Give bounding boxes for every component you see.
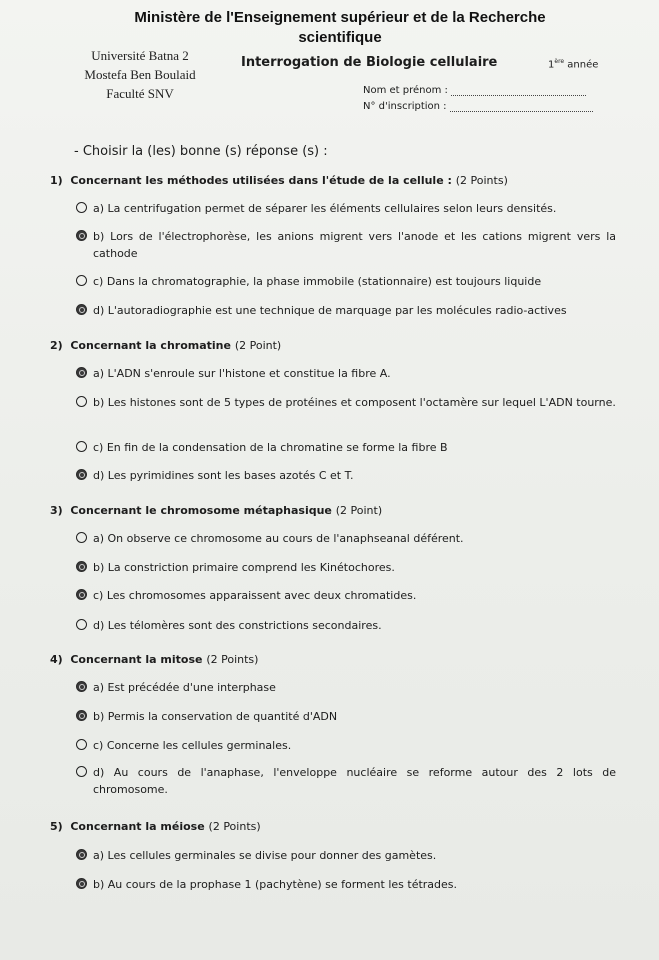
option-text: b) Lors de l'électrophorèse, les anions migrent vers l'anode et les cations migrent vers la cathode <box>93 230 616 260</box>
radio-checked-icon[interactable] <box>76 710 87 721</box>
radio-unchecked-icon[interactable] <box>76 202 87 213</box>
registration-field[interactable] <box>363 101 593 112</box>
question-4-option-a[interactable] <box>76 679 616 696</box>
question-3-option-c[interactable] <box>76 587 616 604</box>
question-points: (2 Points) <box>455 174 508 187</box>
question-4-option-d[interactable] <box>76 764 616 798</box>
registration-field-label: N° d'inscription : <box>363 101 447 112</box>
ministry-heading <box>60 8 620 48</box>
question-3-heading <box>50 504 382 517</box>
radio-checked-icon[interactable] <box>76 230 87 241</box>
instruction: - Choisir la (les) bonne (s) réponse (s) : <box>74 144 328 159</box>
radio-unchecked-icon[interactable] <box>76 441 87 452</box>
question-4-option-b[interactable] <box>76 708 616 725</box>
radio-checked-icon[interactable] <box>76 561 87 572</box>
question-2-option-c[interactable] <box>76 439 616 456</box>
option-text: a) Les cellules germinales se divise pour donner des gamètes. <box>93 849 437 862</box>
radio-unchecked-icon[interactable] <box>76 766 87 777</box>
radio-unchecked-icon[interactable] <box>76 275 87 286</box>
radio-checked-icon[interactable] <box>76 878 87 889</box>
option-text: a) On observe ce chromosome au cours de l'anaphseanal déférent. <box>93 532 464 545</box>
faculty-name: Faculté SNV <box>106 86 174 101</box>
ministry-line-1: Ministère de l'Enseignement supérieur et de la Recherche <box>134 9 546 26</box>
question-5-heading <box>50 820 261 833</box>
question-2-option-a[interactable] <box>76 365 616 382</box>
question-title: Concernant les méthodes utilisées dans l'étude de la cellule : <box>70 174 452 187</box>
question-5-option-a[interactable] <box>76 847 616 864</box>
radio-unchecked-icon[interactable] <box>76 396 87 407</box>
question-2-option-d[interactable] <box>76 467 616 484</box>
question-title: Concernant la mitose <box>70 653 203 666</box>
option-text: a) L'ADN s'enroule sur l'histone et constitue la fibre A. <box>93 367 391 380</box>
radio-checked-icon[interactable] <box>76 681 87 692</box>
option-text: c) Les chromosomes apparaissent avec deux chromatides. <box>93 589 417 602</box>
option-text: b) Permis la conservation de quantité d'ADN <box>93 710 338 723</box>
question-5-option-b[interactable] <box>76 876 616 893</box>
option-text: a) Est précédée d'une interphase <box>93 681 276 694</box>
university-block <box>60 46 220 103</box>
radio-checked-icon[interactable] <box>76 367 87 378</box>
question-title: Concernant la chromatine <box>70 339 231 352</box>
name-field[interactable] <box>363 85 586 96</box>
question-number: 5) <box>50 820 63 833</box>
question-1-option-a[interactable] <box>76 200 616 217</box>
radio-checked-icon[interactable] <box>76 469 87 480</box>
question-1-heading <box>50 174 508 187</box>
question-points: (2 Points) <box>206 653 259 666</box>
registration-field-line[interactable] <box>450 102 593 112</box>
question-2-heading <box>50 339 281 352</box>
option-text: b) Les histones sont de 5 types de protéines et composent l'octamère sur lequel L'ADN tourne. <box>93 396 616 409</box>
question-2-option-b[interactable] <box>76 394 616 411</box>
radio-unchecked-icon[interactable] <box>76 532 87 543</box>
question-points: (2 Point) <box>234 339 282 352</box>
option-text: a) La centrifugation permet de séparer les éléments cellulaires selon leurs densités. <box>93 202 557 215</box>
radio-checked-icon[interactable] <box>76 849 87 860</box>
question-number: 2) <box>50 339 63 352</box>
question-number: 4) <box>50 653 63 666</box>
question-4-heading <box>50 653 258 666</box>
ministry-line-2: scientifique <box>298 29 382 46</box>
radio-unchecked-icon[interactable] <box>76 619 87 630</box>
option-text: d) Au cours de l'anaphase, l'enveloppe nucléaire se reforme autour des 2 lots de chromosome. <box>93 766 616 796</box>
level-number: 1 <box>548 59 555 71</box>
question-points: (2 Point) <box>335 504 383 517</box>
question-3-option-b[interactable] <box>76 559 616 576</box>
level-label <box>548 58 598 70</box>
option-text: b) Au cours de la prophase 1 (pachytène) se forment les tétrades. <box>93 878 458 891</box>
level-superscript: ère <box>554 58 565 65</box>
name-field-label: Nom et prénom : <box>363 85 448 96</box>
option-text: b) La constriction primaire comprend les Kinétochores. <box>93 561 395 574</box>
name-field-line[interactable] <box>451 86 586 96</box>
question-4-option-c[interactable] <box>76 737 616 754</box>
question-1-option-c[interactable] <box>76 273 616 290</box>
question-3-option-a[interactable] <box>76 530 616 547</box>
level-word: année <box>567 59 599 71</box>
option-text: c) En fin de la condensation de la chromatine se forme la fibre B <box>93 441 448 454</box>
question-number: 1) <box>50 174 63 187</box>
radio-checked-icon[interactable] <box>76 304 87 315</box>
exam-title: Interrogation de Biologie cellulaire <box>241 55 498 70</box>
university-name: Université Batna 2 <box>91 48 189 63</box>
radio-unchecked-icon[interactable] <box>76 739 87 750</box>
option-text: c) Concerne les cellules germinales. <box>93 739 292 752</box>
option-text: c) Dans la chromatographie, la phase immobile (stationnaire) est toujours liquide <box>93 275 542 288</box>
question-1-option-d[interactable] <box>76 302 616 319</box>
university-subname: Mostefa Ben Boulaid <box>84 67 196 82</box>
question-number: 3) <box>50 504 63 517</box>
option-text: d) Les télomères sont des constrictions secondaires. <box>93 619 382 632</box>
question-3-option-d[interactable] <box>76 617 616 634</box>
question-title: Concernant le chromosome métaphasique <box>70 504 332 517</box>
radio-checked-icon[interactable] <box>76 589 87 600</box>
question-title: Concernant la méiose <box>70 820 205 833</box>
question-1-option-b[interactable] <box>76 228 616 262</box>
option-text: d) Les pyrimidines sont les bases azotés C et T. <box>93 469 354 482</box>
question-points: (2 Points) <box>208 820 261 833</box>
option-text: d) L'autoradiographie est une technique de marquage par les molécules radio-actives <box>93 304 567 317</box>
